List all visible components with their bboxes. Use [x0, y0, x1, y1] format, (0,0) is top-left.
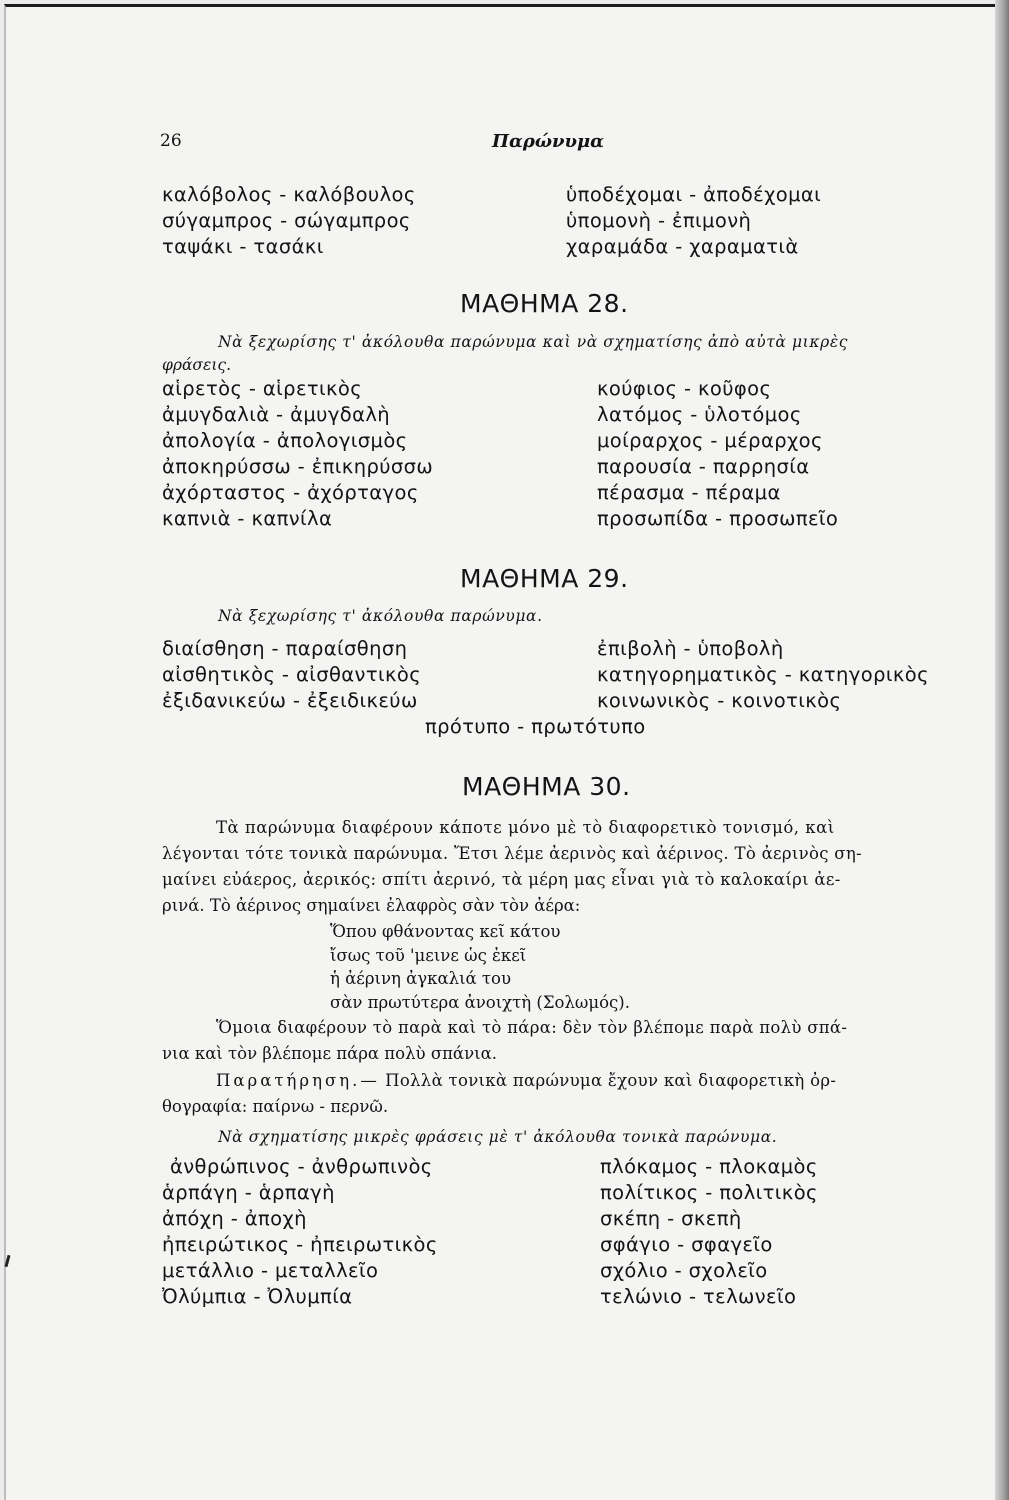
list-item: διαίσθηση - παραίσθηση — [162, 637, 408, 660]
lesson-29-title: ΜΑΘΗΜΑ 29. — [460, 564, 629, 593]
list-item: λατόμος - ὑλοτόμος — [597, 403, 802, 426]
list-item: ἀνθρώπινος - ἀνθρωπινὸς — [170, 1155, 433, 1178]
lesson-30-title: ΜΑΘΗΜΑ 30. — [462, 772, 631, 801]
lesson-29-instruction: Νὰ ξεχωρίσης τ' ἀκόλουθα παρώνυμα. — [218, 607, 543, 625]
list-item: ταψάκι - τασάκι — [162, 235, 324, 258]
lesson-29-left-column — [162, 637, 421, 715]
paragraph-line: μαίνει εὐάερος, ἀερικός: σπίτι ἀερινό, τὰ μέρη μας εἶναι γιὰ τὸ καλοκαίρι ἀε- — [162, 870, 841, 889]
list-item: ἠπειρώτικος - ἠπειρωτικὸς — [162, 1233, 438, 1256]
paragraph-line: λέγονται τότε τονικὰ παρώνυμα. Ἔτσι λέμε ἀερινὸς καὶ ἀέρινος. Τὸ ἀερινὸς ση- — [162, 844, 862, 863]
running-title: Παρώνυμα — [492, 131, 604, 152]
list-item: ἀπόχη - ἀποχὴ — [162, 1207, 307, 1230]
list-item: παρουσία - παρρησία — [597, 455, 810, 478]
paragraph-para-para — [162, 1015, 847, 1067]
list-item: ἀπολογία - ἀπολογισμὸς — [162, 429, 408, 452]
list-item: αἰσθητικὸς - αἰσθαντικὸς — [162, 663, 422, 686]
paragraph-line: ρινά. Τὸ ἀέρινος σημαίνει ἐλαφρὸς σὰν τὸν ἀέρα: — [162, 896, 581, 915]
note-text: Πολλὰ τονικὰ παρώνυμα ἔχουν καὶ διαφορετικὴ ὀρ- — [385, 1071, 837, 1090]
list-item: πολίτικος - πολιτικὸς — [600, 1181, 818, 1204]
list-item: αἱρετὸς - αἱρετικὸς — [162, 377, 363, 400]
lesson-28-instruction-cont: φράσεις. — [162, 356, 232, 374]
lesson-30-right-column — [600, 1155, 818, 1311]
lesson-30-instruction: Νὰ σχηματίσης μικρὲς φράσεις μὲ τ' ἀκόλουθα τονικὰ παρώνυμα. — [218, 1128, 778, 1146]
lesson-30-paragraph — [162, 815, 862, 919]
list-item: σκέπη - σκεπὴ — [600, 1207, 742, 1230]
list-item: ἀποκηρύσσω - ἐπικηρύσσω — [162, 455, 434, 478]
book-spine-shadow — [995, 0, 1009, 1500]
list-item: ὑποδέχομαι - ἀποδέχομαι — [566, 183, 822, 206]
list-item: ἀμυγδαλιὰ - ἀμυγδαλὴ — [162, 403, 391, 426]
intro-pairs-left — [162, 183, 416, 261]
note-label: Παρατήρηση.— — [216, 1071, 380, 1090]
list-item: ἐπιβολὴ - ὑποβολὴ — [597, 637, 784, 660]
list-item: σύγαμπρος - σώγαμπρος — [162, 209, 411, 232]
lesson-28-left-column — [162, 377, 433, 533]
paragraph-line: Τὰ παρώνυμα διαφέρουν κάποτε μόνο μὲ τὸ διαφορετικὸ τονισμό, καὶ — [216, 818, 835, 837]
list-item: κατηγορηματικὸς - κατηγορικὸς — [597, 663, 929, 686]
note-line-2: θογραφία: παίρνω - περνῶ. — [162, 1097, 389, 1116]
list-item: πλόκαμος - πλοκαμὸς — [600, 1155, 818, 1178]
poem-quote — [330, 920, 630, 1014]
lesson-28-instruction: Νὰ ξεχωρίσης τ' ἀκόλουθα παρώνυμα καὶ νὰ σχηματίσης ἀπὸ αὐτὰ μικρὲς — [218, 333, 849, 351]
intro-pairs-right — [566, 183, 821, 261]
poem-line: ἡ ἀέρινη ἀγκαλιά του — [330, 969, 512, 988]
lesson-29-centered-pair: πρότυπο - πρωτότυπο — [425, 715, 646, 738]
list-item: μετάλλιο - μεταλλεῖο — [162, 1259, 379, 1282]
paragraph-line: Ὅμοια διαφέρουν τὸ παρὰ καὶ τὸ πάρα: δὲν τὸν βλέπομε παρὰ πολὺ σπά- — [216, 1018, 848, 1037]
list-item: τελώνιο - τελωνεῖο — [600, 1285, 797, 1308]
list-item: σφάγιο - σφαγεῖο — [600, 1233, 773, 1256]
lesson-28-right-column — [597, 377, 838, 533]
poem-line: ἴσως τοῦ 'μεινε ὡς ἐκεῖ — [330, 945, 527, 965]
page-number: 26 — [160, 131, 182, 151]
list-item: χαραμάδα - χαραματιὰ — [566, 235, 799, 258]
list-item: ἀχόρταστος - ἀχόρταγος — [162, 481, 419, 504]
list-item: κοινωνικὸς - κοινοτικὸς — [597, 689, 842, 712]
lesson-30-left-column — [162, 1155, 438, 1311]
list-item: ὑπομονὴ - ἐπιμονὴ — [566, 209, 752, 232]
note-paragraph — [216, 1068, 836, 1094]
list-item: μοίραρχος - μέραρχος — [597, 429, 823, 452]
list-item: κούφιος - κοῦφος — [597, 377, 772, 400]
list-item: σχόλιο - σχολεῖο — [600, 1259, 768, 1282]
paragraph-line: νια καὶ τὸν βλέπομε πάρα πολὺ σπάνια. — [162, 1044, 497, 1063]
poem-line: σὰν πρωτύτερα ἀνοιχτὴ (Σολωμός). — [330, 992, 630, 1012]
lesson-29-right-column — [597, 637, 929, 715]
list-item: προσωπίδα - προσωπεῖο — [597, 507, 839, 530]
list-item: πέρασμα - πέραμα — [597, 481, 781, 504]
lesson-28-title: ΜΑΘΗΜΑ 28. — [460, 289, 629, 318]
list-item: ἁρπάγη - ἁρπαγὴ — [162, 1181, 335, 1204]
list-item: ἐξιδανικεύω - ἐξειδικεύω — [162, 689, 418, 712]
list-item: Ὀλύμπια - Ὀλυμπία — [162, 1285, 353, 1308]
book-page — [4, 4, 1006, 1500]
poem-line: Ὅπου φθάνοντας κεῖ κάτου — [330, 922, 561, 941]
list-item: καλόβολος - καλόβουλος — [162, 183, 416, 206]
list-item: καπνιὰ - καπνίλα — [162, 507, 333, 530]
